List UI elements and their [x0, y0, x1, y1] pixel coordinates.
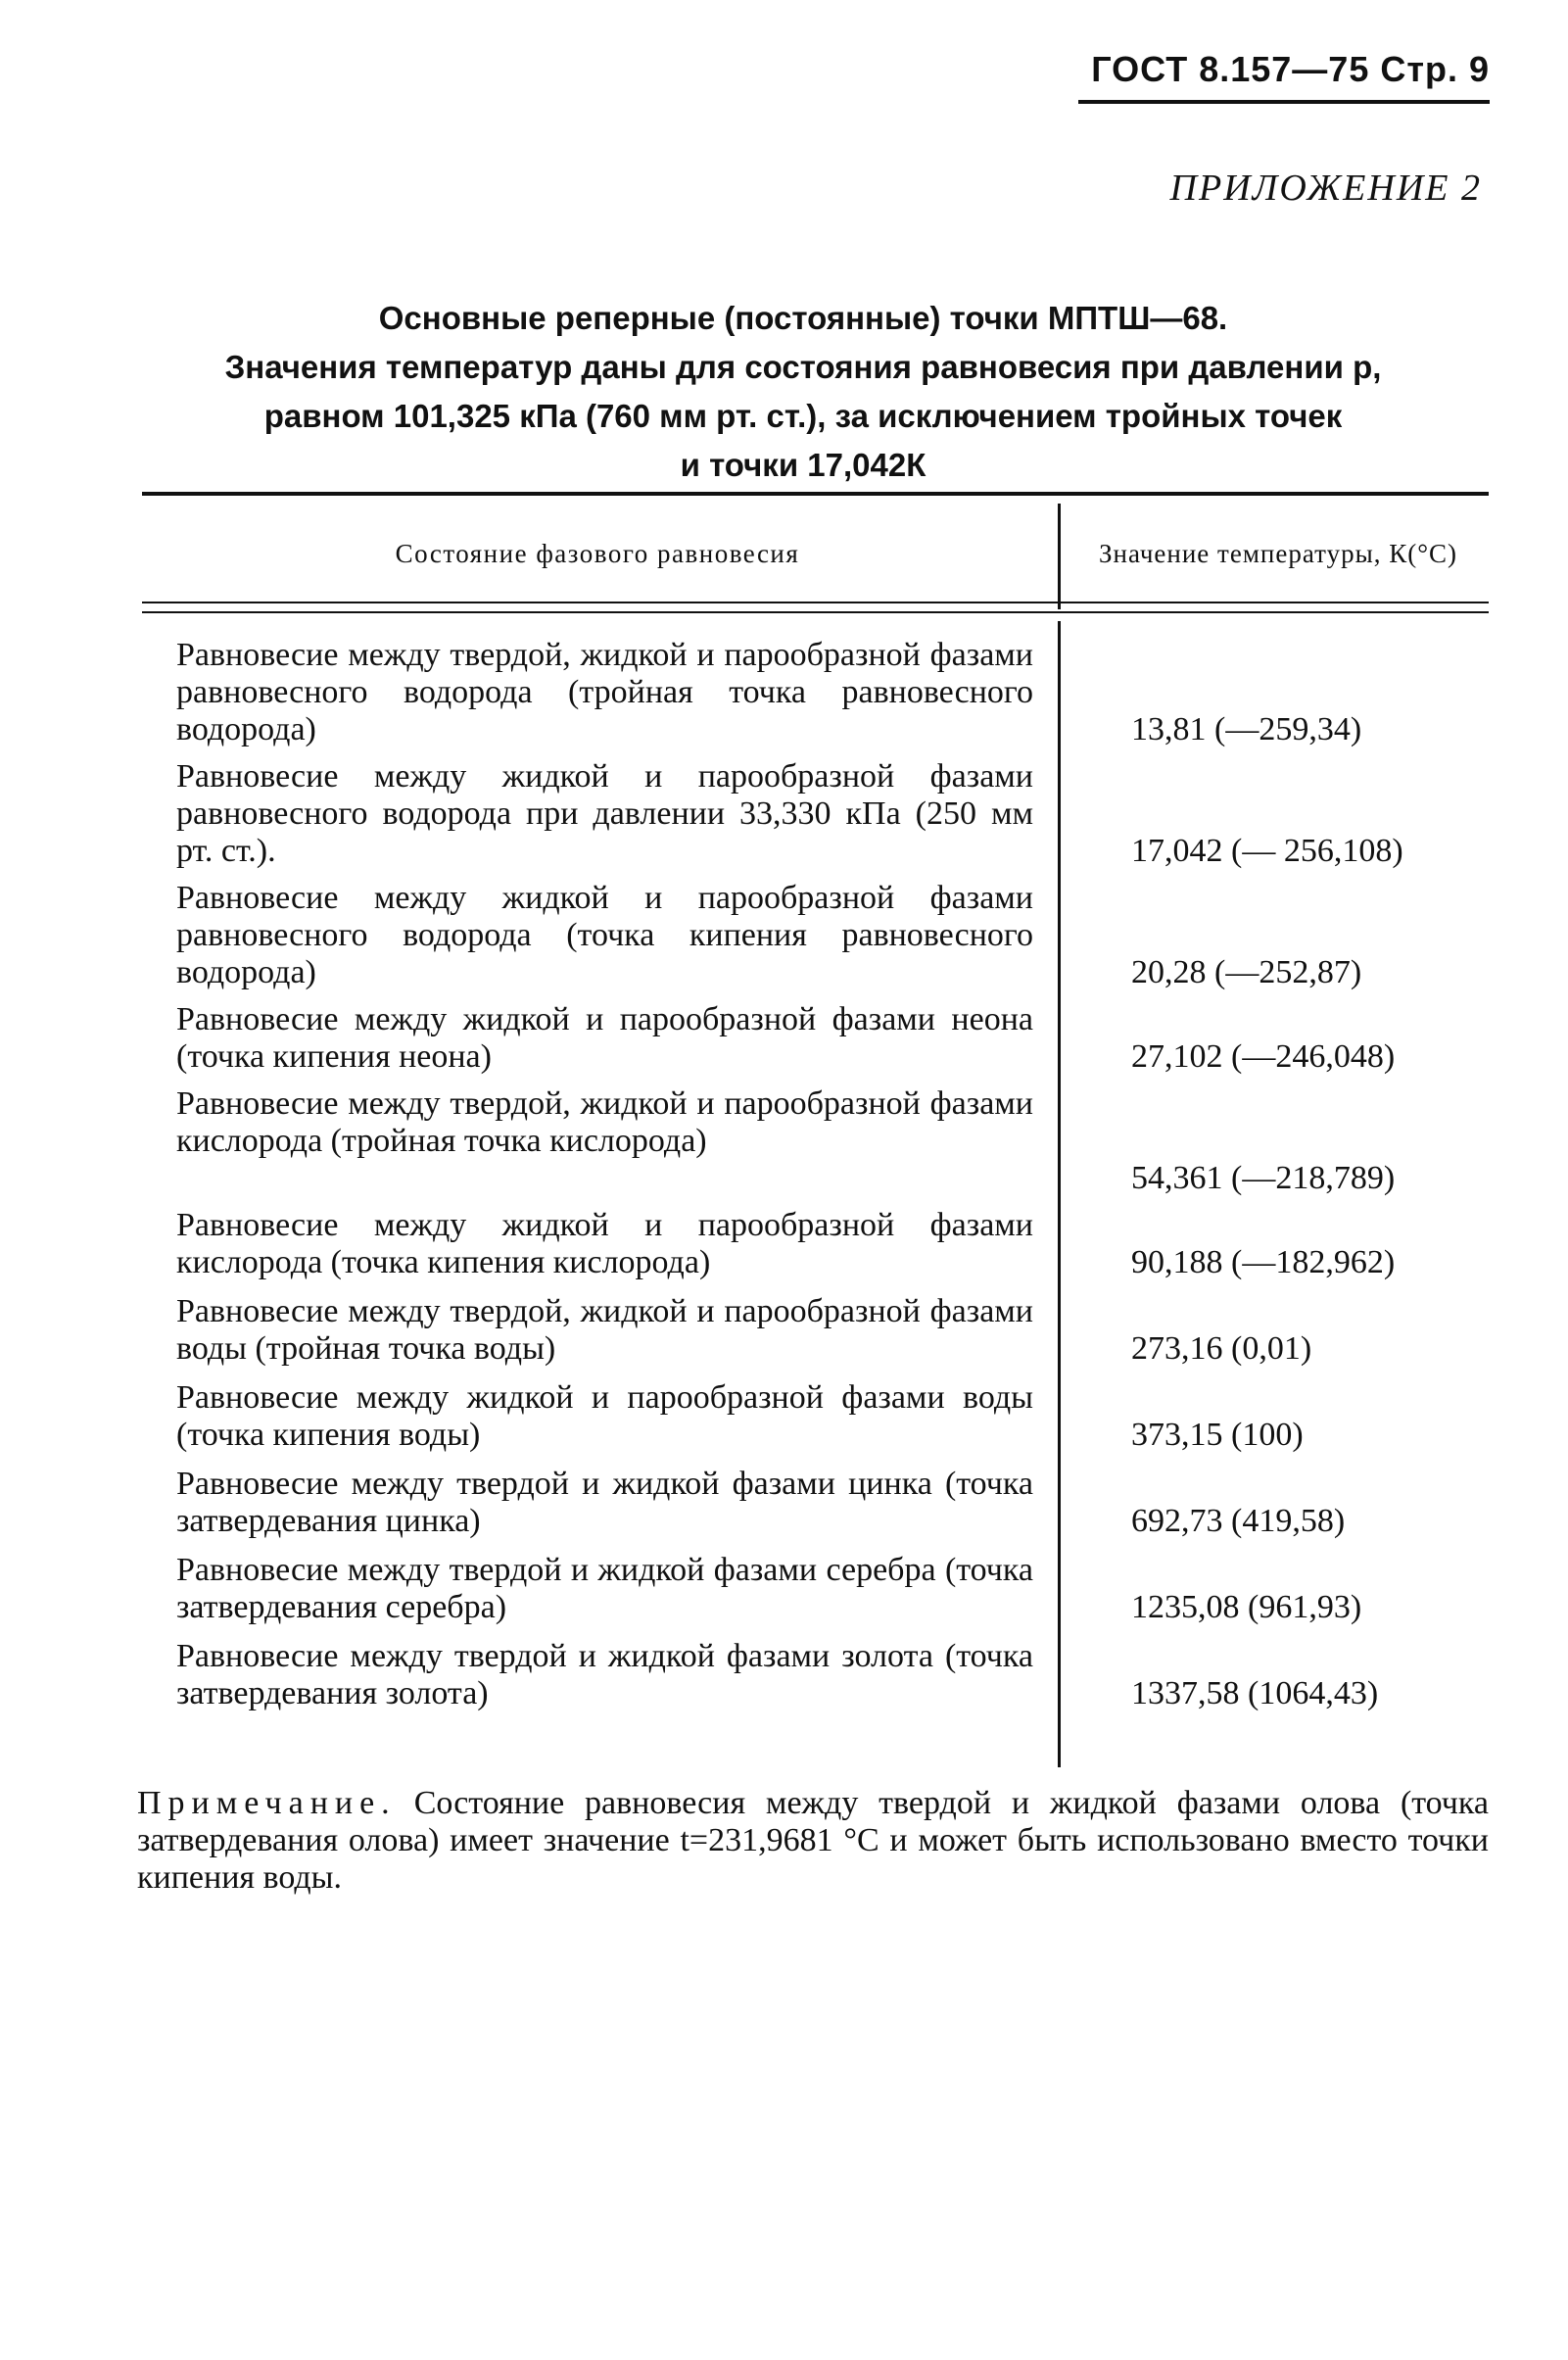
row-temperature: 1235,08 (961,93)	[1131, 1589, 1362, 1625]
row-state-text: Равновесие между твердой, жидкой и парообразной фазами кислорода (тройная точка кислорода)	[176, 1085, 1033, 1159]
title-line-1: Основные реперные (постоянные) точки МПТШ—68.	[378, 300, 1228, 336]
row-state-text: Равновесие между твердой, жидкой и парообразной фазами воды (тройная точка воды)	[176, 1293, 1033, 1367]
row-temperature: 1337,58 (1064,43)	[1131, 1675, 1379, 1711]
header-rule-2	[142, 611, 1489, 613]
note	[137, 1785, 1489, 1897]
row-temperature: 692,73 (419,58)	[1131, 1503, 1346, 1539]
row-state-text: Равновесие между жидкой и парообразной фазами неона (точка кипения неона)	[176, 1001, 1033, 1075]
row-state-text: Равновесие между жидкой и парообразной фазами кислорода (точка кипения кислорода)	[176, 1207, 1033, 1280]
document-code: ГОСТ 8.157—75 Стр. 9	[1091, 49, 1490, 89]
row-state-text: Равновесие между твердой и жидкой фазами цинка (точка затвердевания цинка)	[176, 1466, 1033, 1539]
title-block	[137, 294, 1469, 490]
row-temperature: 17,042 (— 256,108)	[1131, 833, 1403, 869]
column-header-state: Состояние фазового равновесия	[395, 539, 800, 568]
row-state-text: Равновесие между жидкой и парообразной фазами равновесного водорода (точка кипения равновесного водорода)	[176, 880, 1033, 990]
header-rule	[1078, 100, 1490, 104]
row-state-text: Равновесие между жидкой и парообразной фазами воды (точка кипения воды)	[176, 1379, 1033, 1453]
reference-points-table	[142, 492, 1489, 1770]
note-text: Состояние равновесия между твердой и жидкой фазами олова (точка затвердевания олова) имеет значение t=231,9681 °С и может быть использовано вместо точки кипения воды.	[137, 1785, 1489, 1896]
row-temperature: 20,28 (—252,87)	[1131, 954, 1362, 990]
row-temperature: 54,361 (—218,789)	[1131, 1160, 1396, 1196]
row-state-text: Равновесие между твердой и жидкой фазами серебра (точка затвердевания серебра)	[176, 1552, 1033, 1625]
title-line-3: равном 101,325 кПа (760 мм рт. ст.), за исключением тройных точек	[263, 398, 1343, 434]
document-header	[1078, 49, 1490, 104]
row-temperature: 90,188 (—182,962)	[1131, 1244, 1396, 1280]
table-top-rule	[142, 492, 1489, 496]
row-temperature: 273,16 (0,01)	[1131, 1330, 1312, 1367]
appendix-label: ПРИЛОЖЕНИЕ 2	[1169, 168, 1482, 209]
title-line-2: Значения температур даны для состояния равновесия при давлении p,	[224, 349, 1382, 385]
row-state-text: Равновесие между твердой, жидкой и парообразной фазами равновесного водорода (тройная точка равновесного водорода)	[176, 637, 1033, 747]
header-divider	[1058, 504, 1061, 609]
header-rule-1	[142, 602, 1489, 603]
row-state-text: Равновесие между твердой и жидкой фазами золота (точка затвердевания золота)	[176, 1638, 1033, 1711]
row-temperature: 373,15 (100)	[1131, 1417, 1304, 1453]
row-temperature: 27,102 (—246,048)	[1131, 1038, 1396, 1075]
row-state-text: Равновесие между жидкой и парообразной фазами равновесного водорода при давлении 33,330 кПа (250 мм рт. ст.).	[176, 758, 1033, 869]
row-temperature: 13,81 (—259,34)	[1131, 711, 1362, 747]
body-divider	[1058, 621, 1061, 1767]
title-line-4: и точки 17,042К	[680, 447, 927, 483]
note-label: Примечание.	[137, 1785, 397, 1821]
column-header-temperature: Значение температуры, К(°С)	[1098, 539, 1458, 568]
